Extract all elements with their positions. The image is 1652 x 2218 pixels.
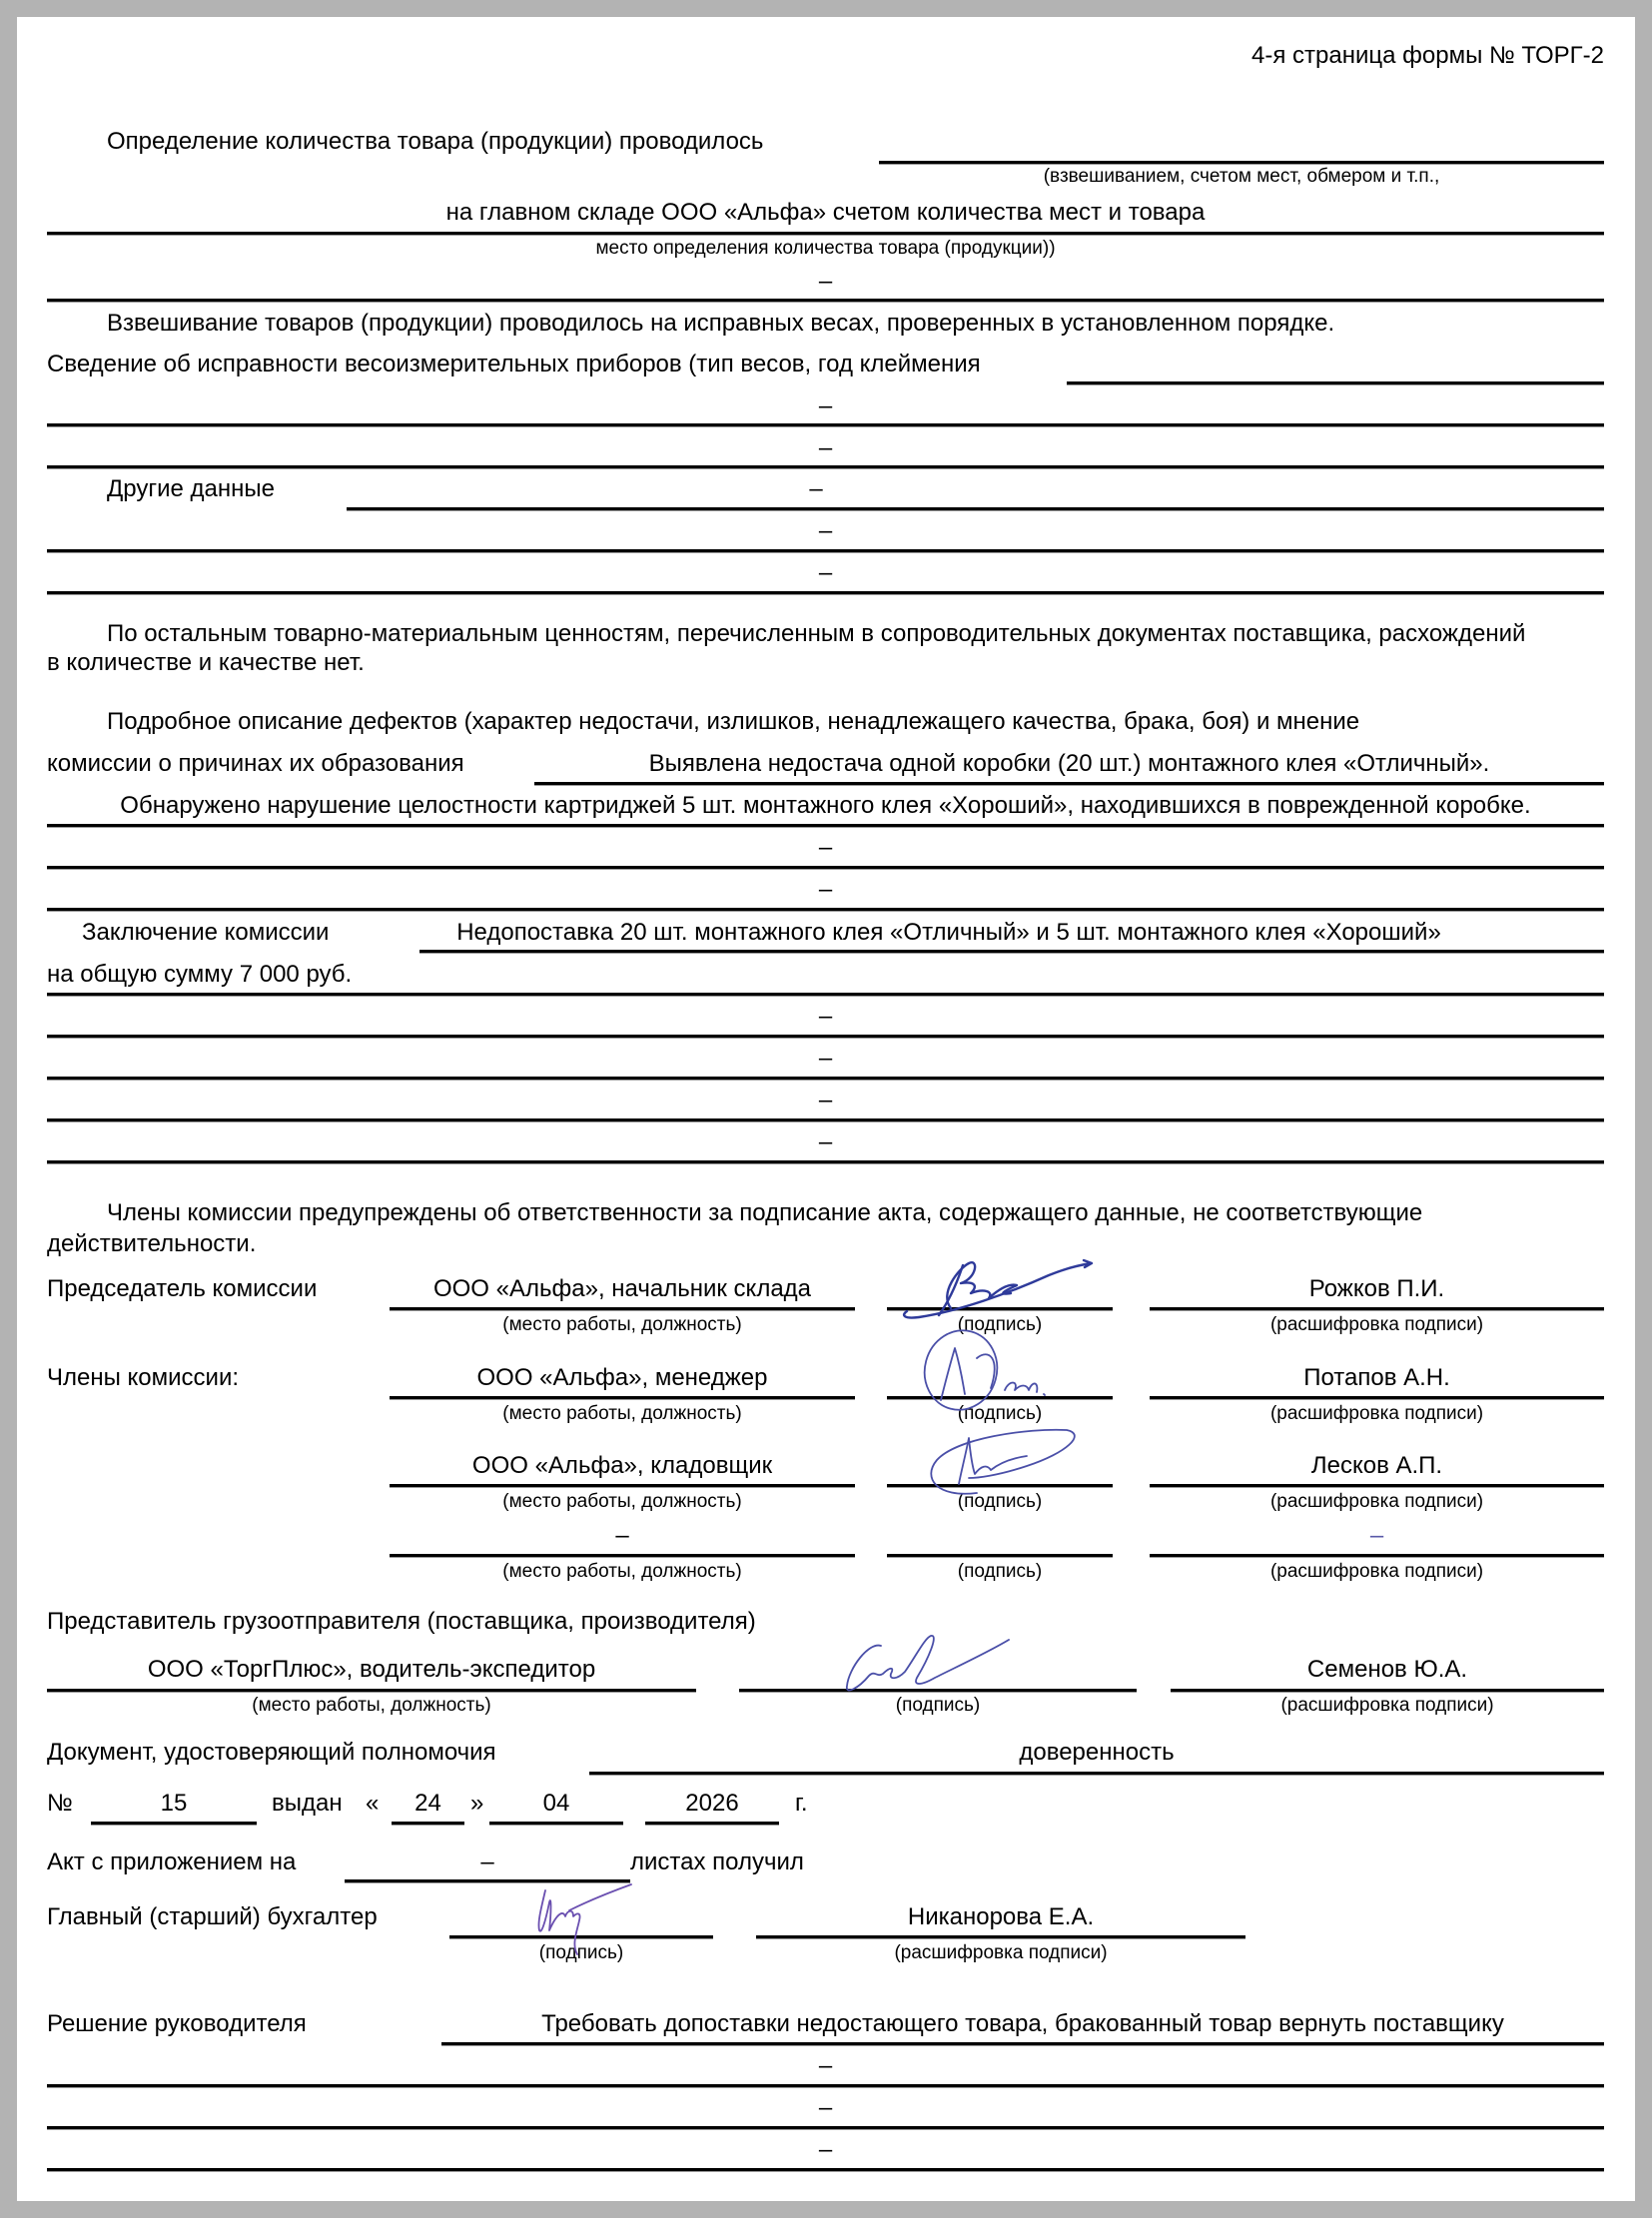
chairman-position-underline — [390, 1307, 855, 1311]
receipt-label-prefix: Акт с приложением на — [47, 1848, 297, 1875]
decision-value-field[interactable]: Требовать допоставки недостающего товара, бракованный товар вернуть поставщику — [541, 2010, 1504, 2037]
decision-label: Решение руководителя — [47, 2010, 307, 2037]
chairman-name-field[interactable]: Рожков П.И. — [1308, 1275, 1445, 1302]
member-2-signature — [917, 1418, 1087, 1498]
chairman-position-field[interactable]: ООО «Альфа», начальник склада — [432, 1275, 812, 1302]
scales-line-2[interactable]: – — [818, 434, 833, 461]
member-1-position-caption: (место работы, должность) — [502, 1403, 742, 1424]
other-data-line-1[interactable]: – — [809, 475, 823, 502]
member-2-position-field[interactable]: ООО «Альфа», кладовщик — [471, 1452, 773, 1479]
conclusion-underline-1 — [419, 950, 1604, 954]
conclusion-underline-2 — [47, 993, 1604, 997]
warning-line-2: действительности. — [47, 1230, 257, 1257]
issued-label: выдан — [272, 1790, 343, 1817]
shipper-position-caption: (место работы, должность) — [252, 1695, 491, 1716]
defects-underline-1 — [534, 782, 1604, 786]
quantity-place-caption: место определения количества товара (продукции)) — [595, 238, 1056, 259]
scales-info-underline — [1067, 381, 1604, 385]
conclusion-value-line-2[interactable]: на общую сумму 7 000 руб. — [47, 961, 353, 988]
quantity-place-underline — [47, 232, 1604, 236]
defects-underline-2 — [47, 824, 1604, 828]
defects-extra-underline-1 — [47, 866, 1604, 870]
shipper-label: Представитель грузоотправителя (поставщика, производителя) — [47, 1608, 756, 1635]
conclusion-extra-underline-3 — [47, 1118, 1604, 1122]
quote-open: « — [366, 1790, 380, 1817]
defects-label-line-1: Подробное описание дефектов (характер недостачи, излишков, ненадлежащего качества, брака, боя) и мнение — [107, 708, 1360, 735]
receipt-sheets-field[interactable]: – — [480, 1848, 494, 1875]
shipper-position-underline — [47, 1689, 696, 1693]
conclusion-extra-line-1[interactable]: – — [818, 1003, 833, 1030]
defects-value-line-1[interactable]: Выявлена недостача одной коробки (20 шт.) монтажного клея «Отличный». — [648, 750, 1490, 777]
member-3-name-field[interactable]: – — [1369, 1522, 1384, 1549]
member-2-position-underline — [390, 1484, 855, 1488]
weighing-statement: Взвешивание товаров (продукции) проводилось на исправных весах, проверенных в установленном порядке. — [107, 310, 1335, 337]
accountant-label: Главный (старший) бухгалтер — [47, 1903, 378, 1930]
other-data-line-2[interactable]: – — [818, 517, 833, 544]
authority-month-field[interactable]: 04 — [542, 1790, 570, 1817]
member-3-signature-underline — [887, 1554, 1113, 1558]
conclusion-extra-line-4[interactable]: – — [818, 1128, 833, 1155]
member-1-position-field[interactable]: ООО «Альфа», менеджер — [476, 1364, 768, 1391]
member-1-signature — [919, 1328, 1099, 1418]
member-1-name-underline — [1150, 1396, 1604, 1400]
authority-number-field[interactable]: 15 — [160, 1790, 188, 1817]
shipper-name-field[interactable]: Семенов Ю.А. — [1306, 1656, 1468, 1683]
warning-line-1: Члены комиссии предупреждены об ответственности за подписание акта, содержащего данные, не соответствующие — [107, 1199, 1423, 1226]
member-2-name-caption: (расшифровка подписи) — [1269, 1491, 1484, 1512]
authority-day-underline — [392, 1822, 464, 1826]
member-2-name-underline — [1150, 1484, 1604, 1488]
conclusion-label: Заключение комиссии — [82, 919, 330, 946]
member-3-position-underline — [390, 1554, 855, 1558]
member-3-position-caption: (место работы, должность) — [502, 1561, 742, 1582]
member-2-position-caption: (место работы, должность) — [502, 1491, 742, 1512]
decision-underline — [441, 2042, 1604, 2046]
shipper-signature-caption: (подпись) — [895, 1695, 981, 1716]
defects-extra-line-2[interactable]: – — [818, 876, 833, 903]
chairman-position-caption: (место работы, должность) — [502, 1314, 742, 1335]
member-1-position-underline — [390, 1396, 855, 1400]
quantity-extra-underline — [47, 299, 1604, 303]
other-data-line-3[interactable]: – — [818, 559, 833, 586]
chairman-name-caption: (расшифровка подписи) — [1269, 1314, 1484, 1335]
decision-extra-line-3[interactable]: – — [818, 2136, 833, 2163]
accountant-name-underline — [756, 1935, 1245, 1939]
remaining-text-line-1: По остальным товарно-материальным ценностям, перечисленным в сопроводительных документах поставщика, расхождений — [107, 620, 1526, 647]
authority-day-field[interactable]: 24 — [414, 1790, 441, 1817]
chairman-signature-caption: (подпись) — [957, 1314, 1043, 1335]
authority-year-field[interactable]: 2026 — [685, 1790, 739, 1817]
number-prefix: № — [47, 1790, 73, 1817]
decision-extra-underline-3 — [47, 2168, 1604, 2172]
member-2-name-field[interactable]: Лесков А.П. — [1310, 1452, 1443, 1479]
quote-close: » — [470, 1790, 484, 1817]
conclusion-extra-underline-4 — [47, 1160, 1604, 1164]
chairman-label: Председатель комиссии — [47, 1275, 318, 1302]
remaining-text-line-2: в количестве и качестве нет. — [47, 649, 365, 676]
member-1-name-caption: (расшифровка подписи) — [1269, 1403, 1484, 1424]
member-3-signature-caption: (подпись) — [957, 1561, 1043, 1582]
accountant-name-caption: (расшифровка подписи) — [894, 1942, 1108, 1963]
member-3-name-underline — [1150, 1554, 1604, 1558]
scales-underline-1 — [47, 423, 1604, 427]
shipper-position-field[interactable]: ООО «ТоргПлюс», водитель-экспедитор — [147, 1656, 596, 1683]
quantity-place-field[interactable]: на главном складе ООО «Альфа» счетом количества мест и товара — [445, 199, 1206, 226]
conclusion-value-line-1[interactable]: Недопоставка 20 шт. монтажного клея «Отличный» и 5 шт. монтажного клея «Хороший» — [456, 919, 1441, 946]
defects-value-line-2[interactable]: Обнаружено нарушение целостности картриджей 5 шт. монтажного клея «Хороший», находившихся в поврежденной коробке. — [120, 792, 1531, 819]
authority-number-underline — [91, 1822, 257, 1826]
authority-doc-underline — [589, 1772, 1604, 1776]
members-label: Члены комиссии: — [47, 1364, 240, 1391]
decision-extra-underline-2 — [47, 2126, 1604, 2130]
defects-extra-line-1[interactable]: – — [818, 834, 833, 861]
quantity-method-underline — [879, 161, 1604, 165]
quantity-method-label: Определение количества товара (продукции) проводилось — [107, 128, 764, 155]
member-3-name-caption: (расшифровка подписи) — [1269, 1561, 1484, 1582]
member-2-signature-caption: (подпись) — [957, 1491, 1043, 1512]
form-page-header: 4-я страница формы № ТОРГ-2 — [1251, 42, 1604, 69]
scales-line-1[interactable]: – — [818, 392, 833, 419]
accountant-name-field[interactable]: Никанорова Е.А. — [907, 1903, 1095, 1930]
conclusion-extra-underline-1 — [47, 1035, 1604, 1039]
chairman-signature — [899, 1253, 1099, 1323]
authority-month-underline — [489, 1822, 623, 1826]
authority-year-underline — [645, 1822, 779, 1826]
authority-doc-label: Документ, удостоверяющий полномочия — [47, 1739, 496, 1766]
defects-extra-underline-2 — [47, 908, 1604, 912]
defects-label-line-2: комиссии о причинах их образования — [47, 750, 464, 777]
year-suffix: г. — [795, 1790, 808, 1817]
accountant-signature-caption: (подпись) — [538, 1942, 624, 1963]
quantity-extra-field[interactable]: – — [818, 268, 833, 295]
other-data-underline-3 — [47, 591, 1604, 595]
member-1-signature-caption: (подпись) — [957, 1403, 1043, 1424]
other-data-underline-2 — [47, 549, 1604, 553]
scales-underline-2 — [47, 465, 1604, 469]
decision-extra-underline-1 — [47, 2084, 1604, 2088]
quantity-method-caption: (взвешиванием, счетом мест, обмером и т.п., — [1043, 166, 1440, 187]
scales-info-label: Сведение об исправности весоизмерительных приборов (тип весов, год клеймения — [47, 351, 981, 377]
other-data-underline-1 — [347, 507, 1604, 511]
member-3-position-field[interactable]: – — [615, 1522, 629, 1549]
conclusion-extra-line-3[interactable]: – — [818, 1087, 833, 1113]
receipt-label-suffix: листах получил — [630, 1848, 804, 1875]
other-data-label: Другие данные — [107, 475, 275, 502]
decision-extra-line-2[interactable]: – — [818, 2094, 833, 2121]
accountant-signature — [529, 1882, 669, 1962]
shipper-signature — [839, 1628, 1039, 1698]
chairman-name-underline — [1150, 1307, 1604, 1311]
authority-doc-field[interactable]: доверенность — [1019, 1739, 1175, 1766]
decision-extra-line-1[interactable]: – — [818, 2052, 833, 2079]
conclusion-extra-line-2[interactable]: – — [818, 1045, 833, 1072]
shipper-name-underline — [1171, 1689, 1604, 1693]
shipper-name-caption: (расшифровка подписи) — [1280, 1695, 1494, 1716]
member-1-name-field[interactable]: Потапов А.Н. — [1303, 1364, 1450, 1391]
conclusion-extra-underline-2 — [47, 1077, 1604, 1081]
